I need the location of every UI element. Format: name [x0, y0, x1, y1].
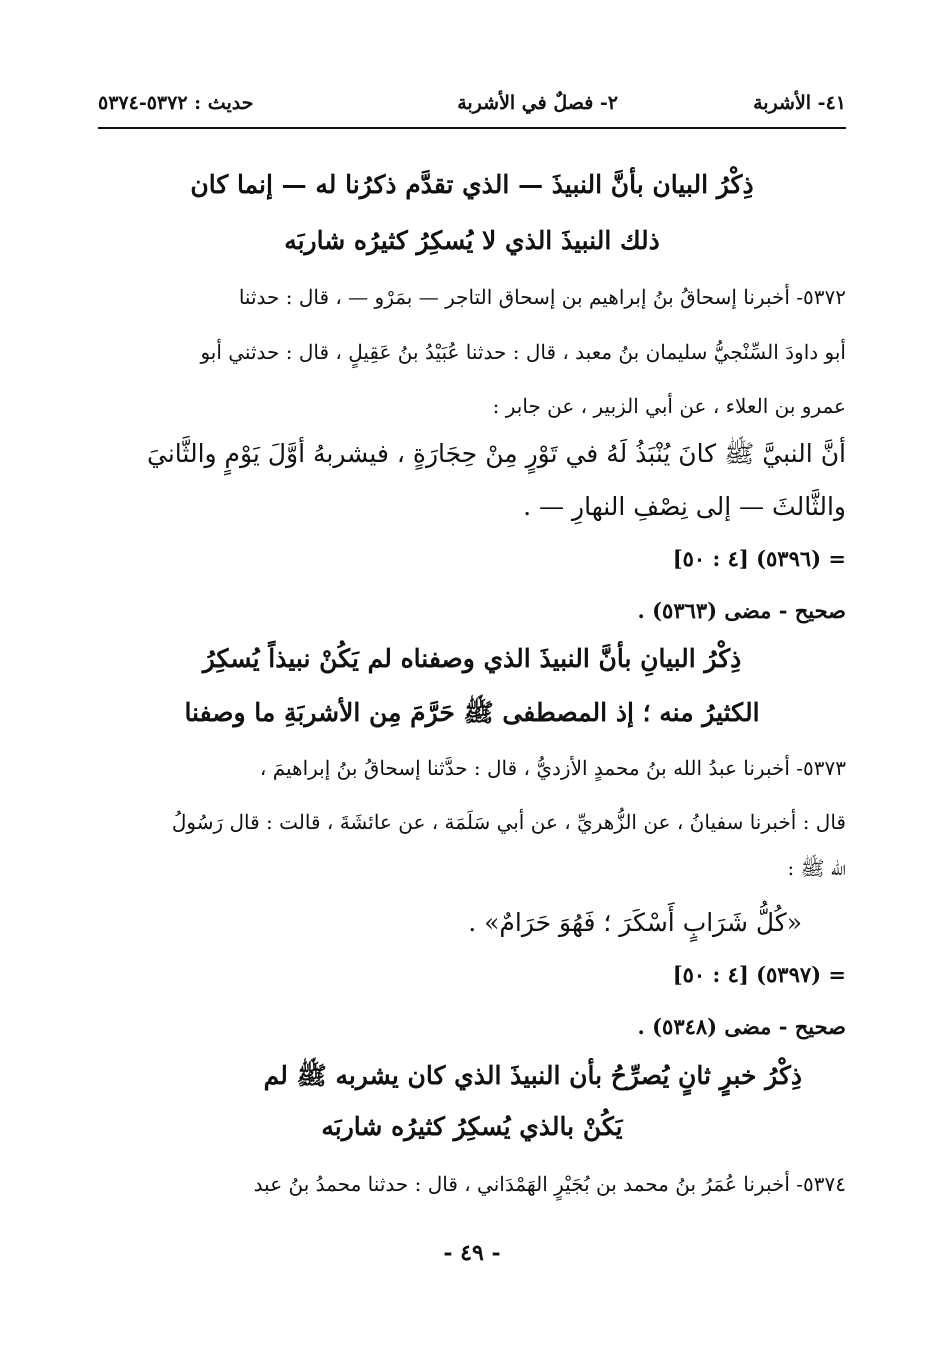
chapter-heading-line: ذِكْرُ البيان بأنَّ النبيذَ — الذي تقدَّم ذكرُنا له — إنما كان: [190, 170, 754, 199]
hadith-text-line: «كُلُّ شَرَابٍ أَسْكَرَ ؛ فَهُوَ حَرَامٌ» .: [468, 908, 802, 937]
header-divider: [98, 127, 846, 129]
hadith-grade: صحيح - مضى (٥٣٦٣) .: [637, 598, 846, 623]
chapter-title: ٤١- الأشربة: [753, 92, 846, 114]
isnad-line: قال : أخبرنا سفيانُ ، عن الزُّهريِّ ، عن أبي سَلَمَة ، عن عائشَةَ ، قالت : قال رَسُولُ: [171, 810, 846, 834]
isnad-line: ٥٣٧٢- أخبرنا إسحاقُ بنُ إبراهيم بن إسحاق التاجر — بمَرْو — ، قال : حدثنا: [238, 285, 846, 309]
isnad-line: ٥٣٧٣- أخبرنا عبدُ الله بنُ محمدٍ الأزديُّ ، قال : حدَّثنا إسحاقُ بنُ إبراهيمَ ،: [259, 756, 846, 780]
isnad-line: عمرو بن العلاء ، عن أبي الزبير ، عن جابر :: [492, 394, 846, 418]
hadith-range: حديث : ٥٣٧٢-٥٣٧٤: [98, 92, 254, 114]
hadith-text-line: والثَّالثَ — إلى نِصْفِ النهارِ — .: [523, 492, 846, 521]
isnad-line: أبو داودَ السِّنْجيُّ سليمان بنُ معبد ، قال : حدثنا عُبَيْدُ بنُ عَقِيلٍ ، قال : حدثني أبو: [200, 340, 846, 364]
isnad-line: الله ﷺ :: [787, 856, 846, 880]
cross-reference: = (٥٣٩٦) [٤ : ٥٠]: [672, 546, 846, 571]
chapter-heading-line: يَكُنْ بالذي يُسكِرُ كثيرُه شاربَه: [321, 1112, 623, 1141]
running-header: [98, 88, 846, 124]
isnad-line: ٥٣٧٤- أخبرنا عُمَرُ بنُ محمد بن بُجَيْرٍ الهَمْدَاني ، قال : حدثنا محمدُ بنُ عبد: [253, 1172, 846, 1196]
page-number: - ٤٩ -: [443, 1240, 501, 1266]
section-title: ٢- فصلٌ في الأشربة: [457, 92, 618, 114]
hadith-grade: صحيح - مضى (٥٣٤٨) .: [637, 1014, 846, 1039]
chapter-heading-line: ذِكْرُ البيانِ بأنَّ النبيذَ الذي وصفناه لم يَكُنْ نبيذاً يُسكِرُ: [202, 644, 742, 673]
chapter-heading-line: ذلك النبيذَ الذي لا يُسكِرُ كثيرُه شاربَه: [284, 226, 660, 255]
hadith-text-line: أنَّ النبيَّ ﷺ كانَ يُنْبَذُ لَهُ في تَوْرٍ مِنْ حِجَارَةٍ ، فيشربهُ أوَّلَ يَوْمٍ والثَّانيَ: [147, 439, 846, 468]
chapter-heading-line: ذِكْرُ خبرٍ ثانٍ يُصرِّحُ بأن النبيذَ الذي كان يشربه ﷺ لم: [263, 1061, 802, 1090]
chapter-heading-line: الكثيرُ منه ؛ إذ المصطفى ﷺ حَرَّمَ مِن الأشربَةِ ما وصفنا: [184, 698, 760, 727]
cross-reference: = (٥٣٩٧) [٤ : ٥٠]: [672, 962, 846, 987]
